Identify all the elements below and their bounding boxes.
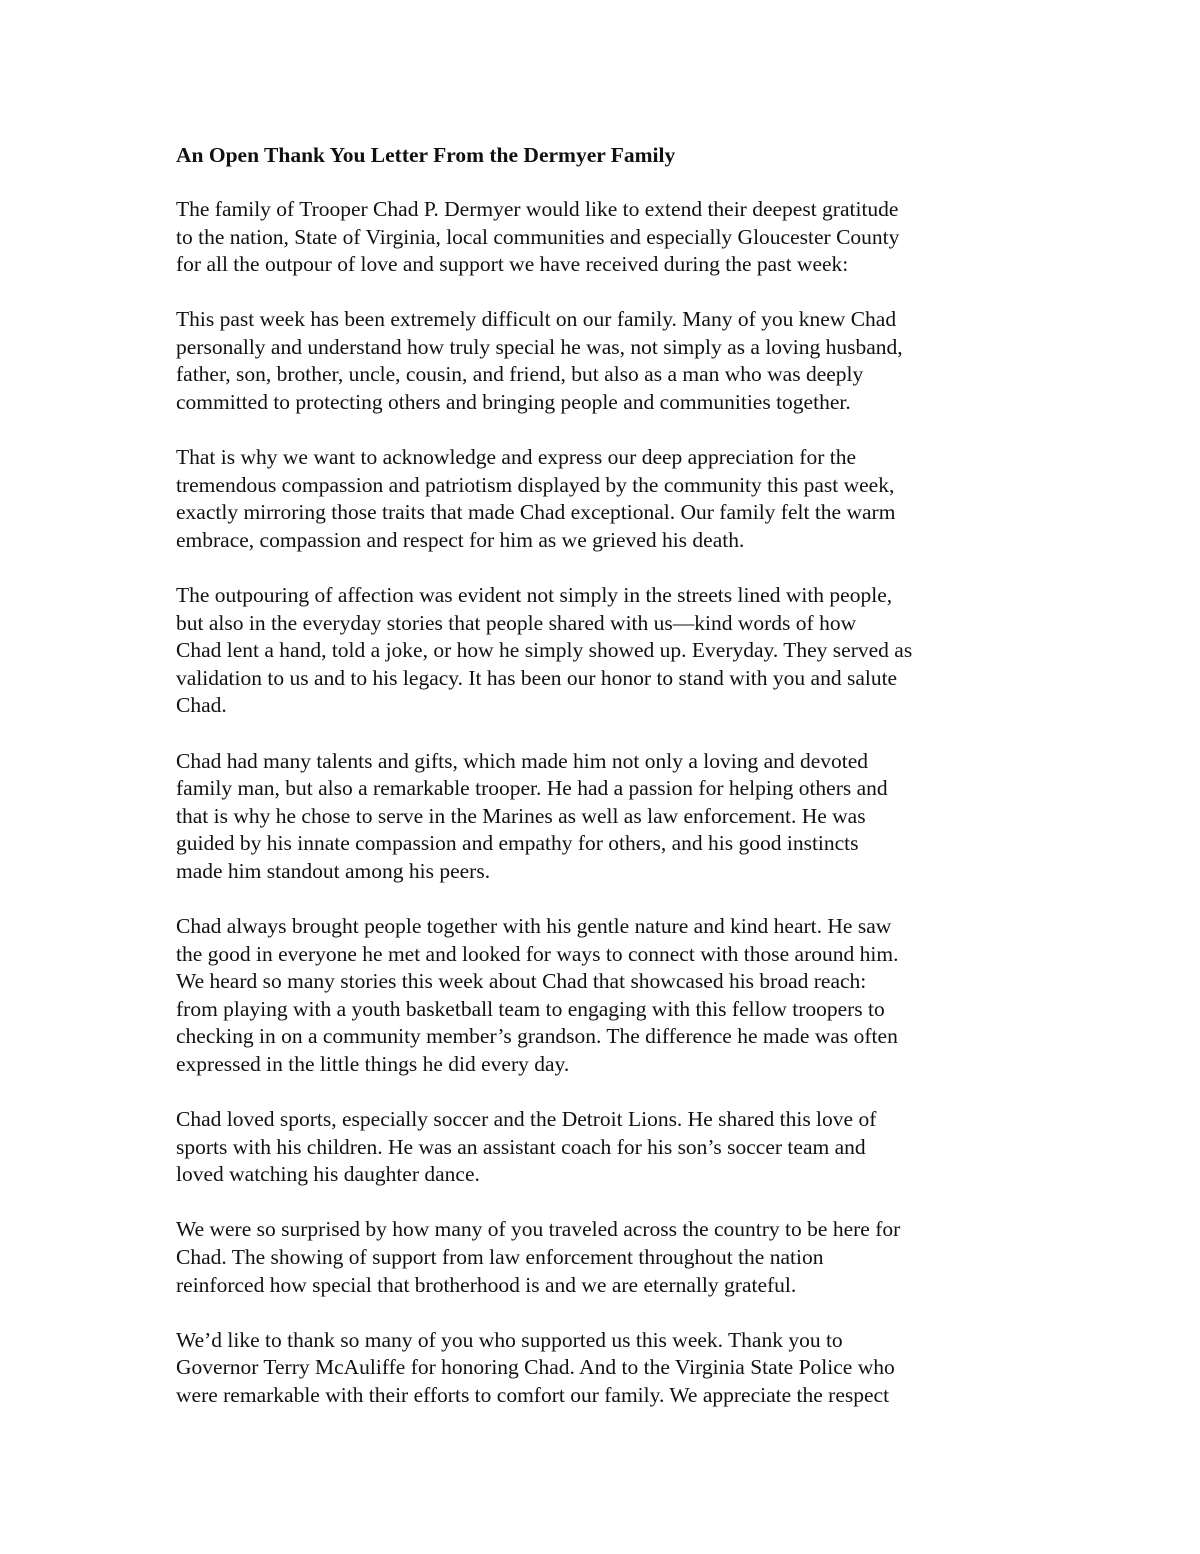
paragraph-line: exactly mirroring those traits that made Chad exceptional. Our family felt the warm xyxy=(176,500,896,525)
paragraph-1 xyxy=(176,196,1036,279)
paragraph-9 xyxy=(176,1327,1036,1410)
paragraph-4 xyxy=(176,582,1036,720)
paragraph-line: We’d like to thank so many of you who supported us this week. Thank you to xyxy=(176,1327,843,1352)
paragraph-line: made him standout among his peers. xyxy=(176,858,491,883)
paragraph-line: Chad. xyxy=(176,693,227,718)
paragraph-line: That is why we want to acknowledge and express our deep appreciation for the xyxy=(176,445,857,470)
paragraph-line: to the nation, State of Virginia, local communities and especially Gloucester County xyxy=(176,224,900,249)
paragraph-line: for all the outpour of love and support we have received during the past week: xyxy=(176,252,849,277)
paragraph-line: guided by his innate compassion and empathy for others, and his good instincts xyxy=(176,831,859,856)
paragraph-line: father, son, brother, uncle, cousin, and friend, but also as a man who was deeply xyxy=(176,362,864,387)
paragraph-line: checking in on a community member’s grandson. The difference he made was often xyxy=(176,1024,898,1049)
paragraph-line: tremendous compassion and patriotism displayed by the community this past week, xyxy=(176,472,895,497)
paragraph-line: The family of Trooper Chad P. Dermyer would like to extend their deepest gratitude xyxy=(176,197,899,221)
paragraph-line: Chad loved sports, especially soccer and the Detroit Lions. He shared this love of xyxy=(176,1107,877,1132)
paragraph-line: personally and understand how truly special he was, not simply as a loving husband, xyxy=(176,334,903,359)
paragraph-2 xyxy=(176,306,1036,416)
paragraph-line: This past week has been extremely difficult on our family. Many of you knew Chad xyxy=(176,307,897,332)
paragraph-line: validation to us and to his legacy. It has been our honor to stand with you and salute xyxy=(176,665,898,690)
paragraph-line: loved watching his daughter dance. xyxy=(176,1162,480,1187)
paragraph-line: Chad had many talents and gifts, which made him not only a loving and devoted xyxy=(176,748,869,773)
paragraph-line: The outpouring of affection was evident not simply in the streets lined with people, xyxy=(176,583,893,608)
paragraph-line: from playing with a youth basketball team to engaging with this fellow troopers to xyxy=(176,996,885,1021)
paragraph-line: were remarkable with their efforts to comfort our family. We appreciate the respect xyxy=(176,1382,890,1407)
paragraph-line: but also in the everyday stories that people shared with us—kind words of how xyxy=(176,610,857,635)
letter-title: An Open Thank You Letter From the Dermyer Family xyxy=(176,143,676,167)
paragraph-8 xyxy=(176,1216,1036,1299)
paragraph-6 xyxy=(176,913,1036,1079)
paragraph-line: Chad. The showing of support from law enforcement throughout the nation xyxy=(176,1244,824,1269)
paragraph-line: Governor Terry McAuliffe for honoring Chad. And to the Virginia State Police who xyxy=(176,1355,895,1380)
paragraph-line: embrace, compassion and respect for him as we grieved his death. xyxy=(176,527,745,552)
paragraph-7 xyxy=(176,1106,1036,1189)
paragraph-line: Chad lent a hand, told a joke, or how he simply showed up. Everyday. They served as xyxy=(176,638,913,663)
paragraph-line: We were so surprised by how many of you traveled across the country to be here for xyxy=(176,1217,901,1242)
paragraph-line: We heard so many stories this week about Chad that showcased his broad reach: xyxy=(176,969,867,994)
letter-page xyxy=(176,140,1036,1437)
paragraph-line: reinforced how special that brotherhood is and we are eternally grateful. xyxy=(176,1272,797,1297)
paragraph-line: sports with his children. He was an assistant coach for his son’s soccer team and xyxy=(176,1134,866,1159)
paragraph-line: committed to protecting others and bringing people and communities together. xyxy=(176,390,851,415)
paragraph-line: that is why he chose to serve in the Marines as well as law enforcement. He was xyxy=(176,803,866,828)
paragraph-5 xyxy=(176,748,1036,886)
paragraph-line: the good in everyone he met and looked for ways to connect with those around him. xyxy=(176,941,899,966)
paragraph-3 xyxy=(176,444,1036,554)
paragraph-line: family man, but also a remarkable trooper. He had a passion for helping others and xyxy=(176,776,888,801)
paragraph-line: Chad always brought people together with his gentle nature and kind heart. He saw xyxy=(176,913,892,938)
paragraph-line: expressed in the little things he did every day. xyxy=(176,1051,570,1076)
